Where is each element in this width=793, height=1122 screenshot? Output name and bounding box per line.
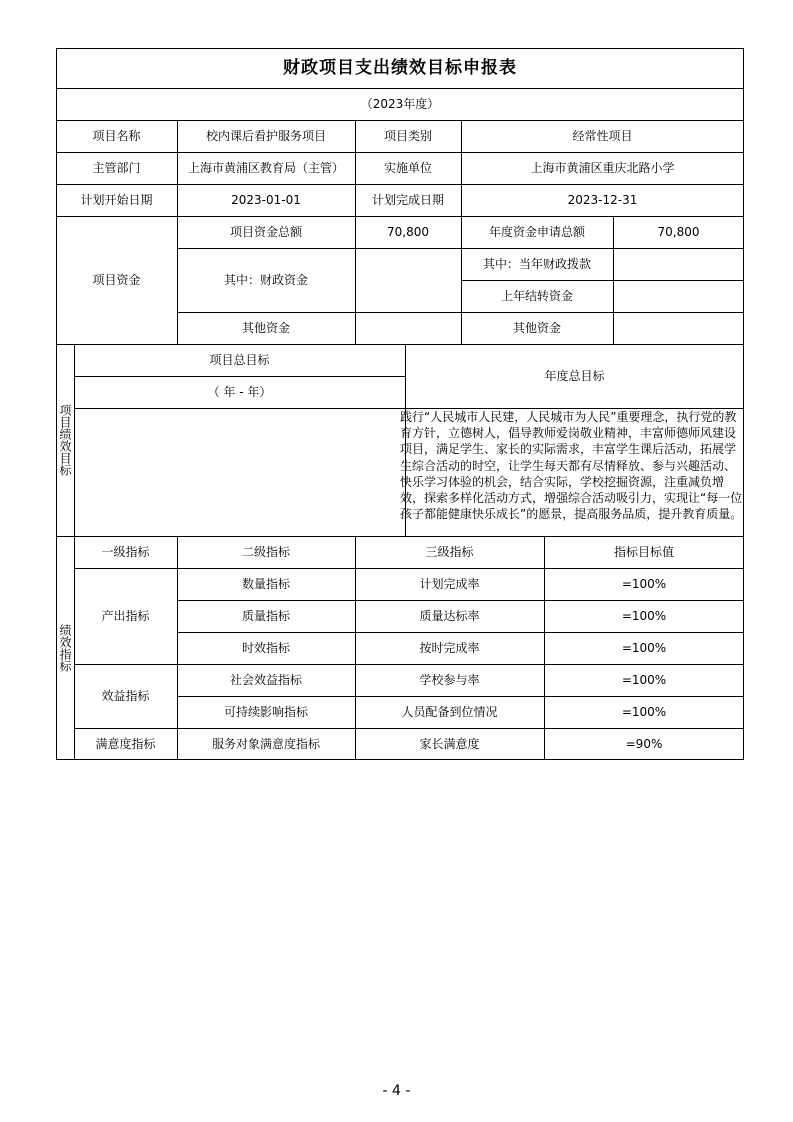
benefit-indicator-label: 效益指标 <box>101 689 150 703</box>
output-indicator-label: 产出指标 <box>101 609 150 623</box>
table-cell: =100% <box>621 673 667 687</box>
unit-value: 上海市黄浦区重庆北路小学 <box>530 161 675 175</box>
indicators-side-text: 绩效指标 <box>58 624 72 672</box>
goals-side-label <box>56 344 74 536</box>
end-date-label: 计划完成日期 <box>371 193 444 207</box>
unit-label: 实施单位 <box>383 161 432 175</box>
table-cell: 质量指标 <box>241 609 290 623</box>
table-cell: 人员配备到位情况 <box>401 705 498 719</box>
form-year: （2023年度） <box>360 97 440 111</box>
table-cell: 学校参与率 <box>419 673 480 687</box>
annual-goal-text: 践行“人民城市人民建，人民城市为人民”重要理念，执行党的教育方针，立德树人，倡导教师爱岗敬业精神，丰富师德师风建设项目，满足学生、家长的实际需求，丰富学生课后活动，拓展学生综合活动的时空，让学生每天都有尽情释放、参与兴趣活动、快乐学习体验的机会，结合实际，学校挖掘资源，注重减负增效，探索多样化活动方式，增强综合活动吸引力，实现让“每一位孩子都能健康快乐成长”的愿景，提高服务品质，提升教育质量。 <box>400 410 743 522</box>
funds-fiscal-label: 其中：财政资金 <box>223 273 308 287</box>
end-date-value: 2023-12-31 <box>567 193 638 207</box>
header-level2: 二级指标 <box>241 545 290 559</box>
header-level1: 一级指标 <box>101 545 150 559</box>
table-cell: =100% <box>621 577 667 591</box>
dept-label: 主管部门 <box>92 161 141 175</box>
header-level3: 三级指标 <box>425 545 474 559</box>
table-cell: 计划完成率 <box>419 577 480 591</box>
funds-other-label-right: 其他资金 <box>512 321 561 335</box>
table-cell: =100% <box>621 705 667 719</box>
table-cell: =100% <box>621 641 667 655</box>
table-cell: 家长满意度 <box>419 737 480 751</box>
satisfaction-indicator-label: 满意度指标 <box>95 737 156 751</box>
start-date-label: 计划开始日期 <box>80 193 153 207</box>
project-type-label: 项目类别 <box>383 129 432 143</box>
project-name-label: 项目名称 <box>92 129 141 143</box>
table-cell: 可持续影响指标 <box>223 705 308 719</box>
funds-annual-value: 70,800 <box>657 225 700 239</box>
table-cell: 服务对象满意度指标 <box>211 737 320 751</box>
project-type-value: 经常性项目 <box>572 129 633 143</box>
table-cell: 按时完成率 <box>419 641 480 655</box>
funds-current-label: 其中：当年财政拨款 <box>482 257 591 271</box>
table-cell: =90% <box>625 737 663 751</box>
funds-label: 项目资金 <box>92 273 141 287</box>
indicators-side-label <box>56 536 74 760</box>
funds-annual-label: 年度资金申请总额 <box>488 225 585 239</box>
funds-other-label: 其他资金 <box>241 321 290 335</box>
project-name-value: 校内课后看护服务项目 <box>205 129 326 143</box>
overall-goal-label: 项目总目标 <box>209 353 270 367</box>
page-number: - 4 - <box>382 1083 411 1099</box>
funds-carryover-label: 上年结转资金 <box>500 289 573 303</box>
goals-side-text: 项目绩效目标 <box>58 404 72 476</box>
dept-value: 上海市黄浦区教育局（主管） <box>187 161 344 175</box>
table-cell: =100% <box>621 609 667 623</box>
table-cell: 数量指标 <box>241 577 290 591</box>
overall-goal-years: （ 年 - 年） <box>207 385 272 399</box>
annual-goal-label: 年度总目标 <box>544 369 605 383</box>
funds-total-label: 项目资金总额 <box>229 225 302 239</box>
header-target: 指标目标值 <box>613 545 674 559</box>
start-date-value: 2023-01-01 <box>231 193 301 207</box>
form-title: 财政项目支出绩效目标申报表 <box>283 58 517 78</box>
funds-total-value: 70,800 <box>387 225 429 239</box>
table-cell: 时效指标 <box>241 641 290 655</box>
table-cell: 质量达标率 <box>419 609 480 623</box>
table-cell: 社会效益指标 <box>229 673 302 687</box>
